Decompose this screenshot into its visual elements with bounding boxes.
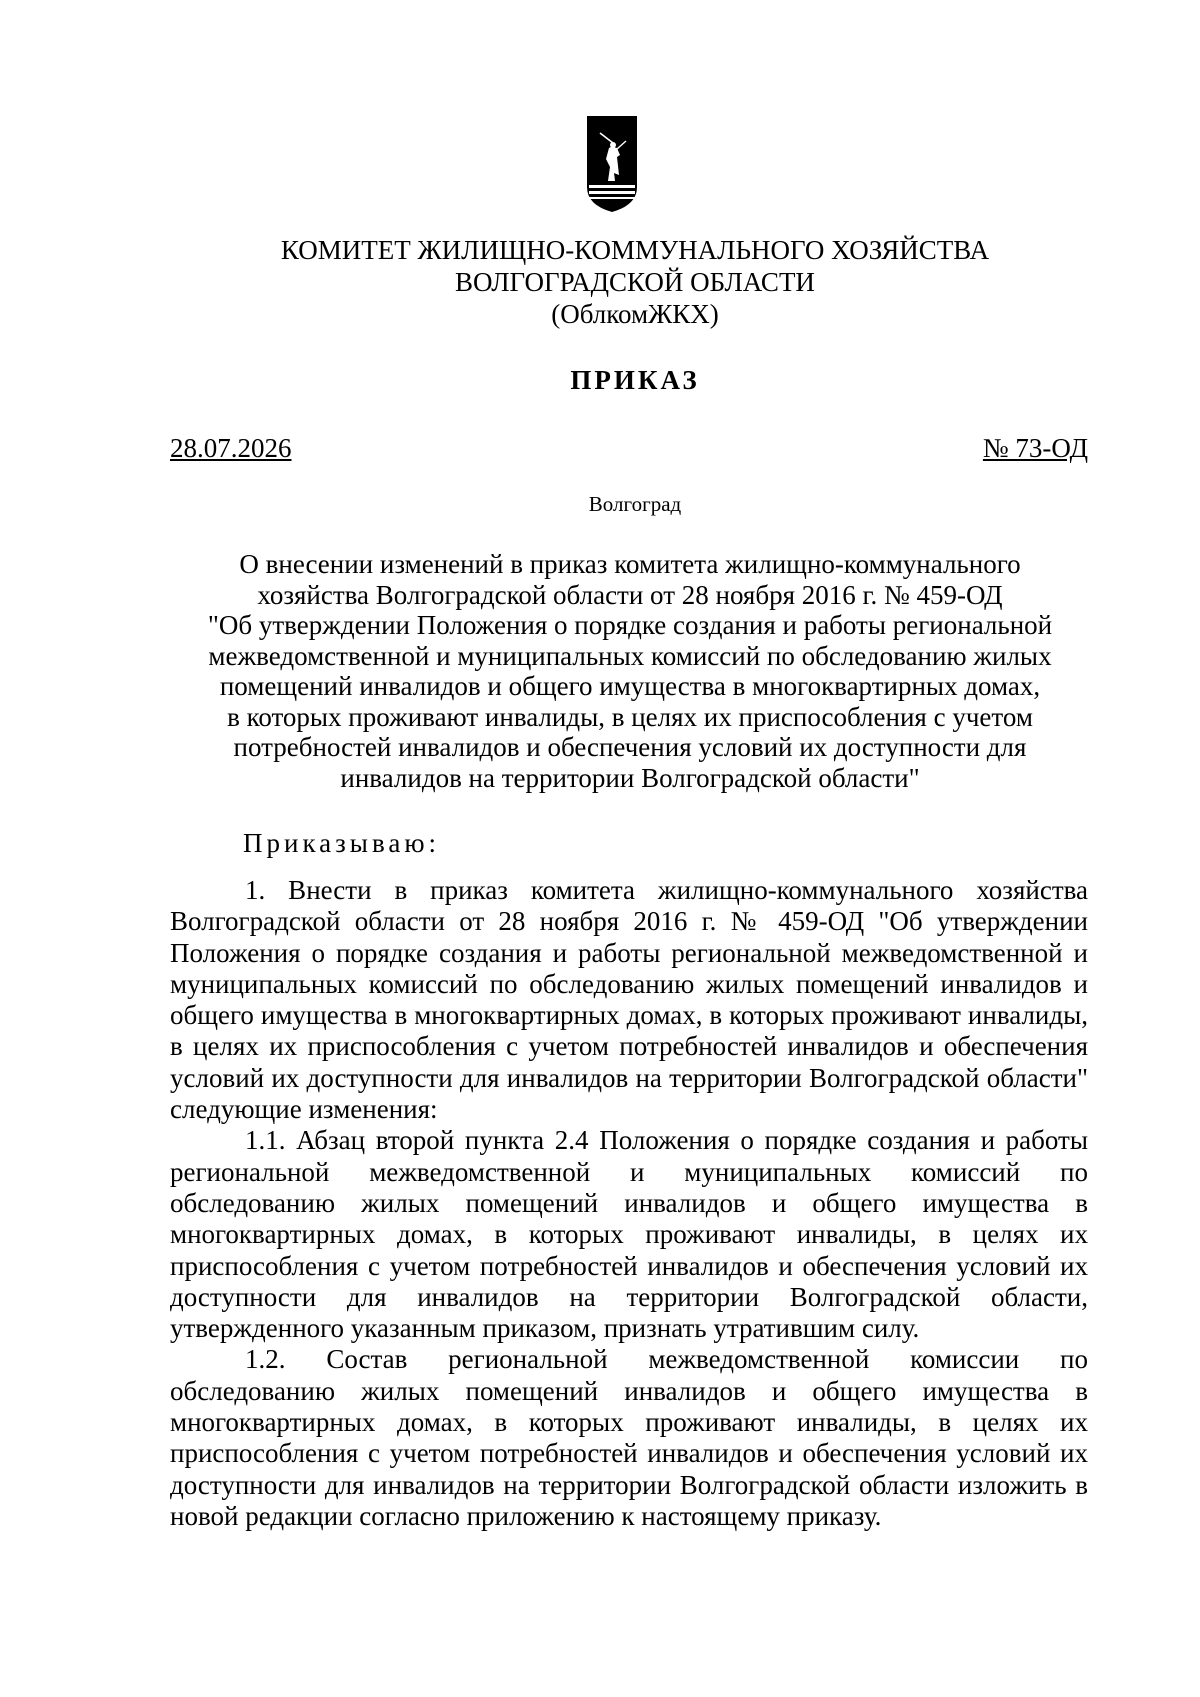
org-line: ВОЛГОГРАДСКОЙ ОБЛАСТИ (455, 267, 815, 297)
subject-line: О внесении изменений в приказ комитета жилищно-коммунального (239, 549, 1021, 579)
subject-line: помещений инвалидов и общего имущества в многоквартирных домах, (219, 671, 1041, 701)
city-name: Волгоград (588, 492, 682, 516)
subject-line: в которых проживают инвалиды, в целях их приспособления с учетом (227, 701, 1033, 732)
order-directive: Приказываю: (243, 828, 440, 858)
subject-line: инвалидов на территории Волгоградской области" (340, 762, 920, 793)
order-date: 28.07.2026 (170, 433, 292, 463)
order-body (170, 875, 1088, 1532)
order-number: № 73-ОД (982, 433, 1088, 463)
document-type-title: ПРИКАЗ (570, 365, 700, 395)
subject-line: хозяйства Волгоградской области от 28 ноября 2016 г. № 459-ОД (257, 579, 1003, 610)
order-subject (170, 549, 1090, 793)
organization-name (170, 234, 1100, 330)
volgograd-coat-of-arms-icon (586, 115, 638, 213)
org-line: (ОблкомЖКХ) (551, 299, 719, 329)
org-line: КОМИТЕТ ЖИЛИЩНО-КОММУНАЛЬНОГО ХОЗЯЙСТВА (280, 235, 990, 265)
paragraph-1-1: 1.1. Абзац второй пункта 2.4 Положения о порядке создания и работы региональной межведомственной и муниципальных комиссий по обследованию жилых помещений инвалидов и общего имущества в многоквартирных домах, в которых проживают инвалиды, в целях их приспособления с учетом потребностей инвалидов и обеспечения условий их доступности для инвалидов на территории Волгоградской области, утвержденного указанным приказом, признать утратившим силу. (170, 1125, 1088, 1344)
subject-line: потребностей инвалидов и обеспечения условий их доступности для (233, 732, 1027, 762)
subject-line: "Об утверждении Положения о порядке создания и работы региональной (207, 610, 1053, 640)
paragraph-1-2: 1.2. Состав региональной межведомственной комиссии по обследованию жилых помещений инвалидов и общего имущества в многоквартирных домах, в которых проживают инвалиды, в целях их приспособления с учетом потребностей инвалидов и обеспечения условий их доступности для инвалидов на территории Волгоградской области изложить в новой редакции согласно приложению к настоящему приказу. (170, 1344, 1088, 1531)
subject-line: межведомственной и муниципальных комиссий по обследованию жилых (208, 640, 1052, 671)
paragraph-1: 1. Внести в приказ комитета жилищно-коммунального хозяйства Волгоградской области от 28 ноября 2016 г. № 459-ОД "Об утверждении Положения о порядке создания и работы региональной межведомственной и муниципальных комиссий по обследованию жилых помещений инвалидов и общего имущества в многоквартирных домах, в которых проживают инвалиды, в целях их приспособления с учетом потребностей инвалидов и обеспечения условий их доступности для инвалидов на территории Волгоградской области" следующие изменения: (170, 875, 1088, 1125)
